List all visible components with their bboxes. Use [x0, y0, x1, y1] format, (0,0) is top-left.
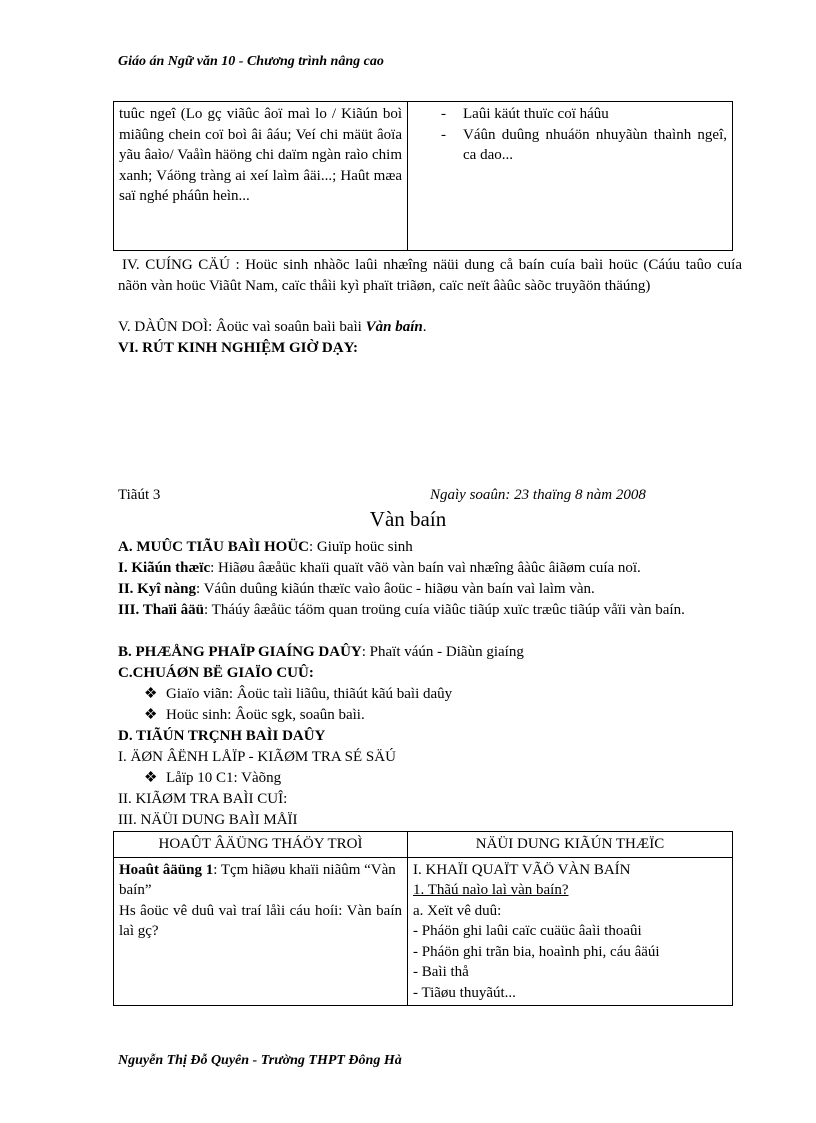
bullet-icon: ❖ — [144, 707, 158, 723]
attitude-line: III. Thaïi âäü: Tháúy âæåüc táöm quan troüng cuía viãûc tiãúp xuïc træûc tiãúp våïi vàn baín. — [118, 602, 685, 618]
content-line: - Baìi thå — [413, 964, 469, 980]
preparation-heading: C.CHUÁØN BË GIAÏO CUÛ: — [118, 665, 314, 681]
activity-title: Hoaût âäüng 1: Tçm hiãøu khaïi niãûm “Vàn baín” — [119, 861, 396, 898]
procedure-heading: D. TIÃÚN TRÇNH BAÌI DAÛY — [118, 728, 326, 744]
section-iv-text: IV. CUÍNG CÄÚ : Hoüc sinh nhàõc laûi nhæîng näüi dung cå baín cuía baìi hoüc (Cáúu taûo cuía nãön vàn hoüc Viãût Nam, caïc thåìi kyì phaït triãøn, caïc neït âàûc sàõc truyãön thäúng) — [118, 257, 742, 294]
procedure-step-1: I. ÄØN ÂËNH LÅÏP - KIÃØM TRA SÉ SÄÚ — [118, 749, 396, 765]
procedure-step-3: III. NÄÜI DUNG BAÌI MÅÏI — [118, 812, 298, 828]
bullet-icon: ❖ — [144, 686, 158, 702]
objective-heading: A. MUÛC TIÃU BAÌI HOÜC: Giuïp hoüc sinh — [118, 539, 413, 555]
list-item: - Váûn duûng nhuáön nhuyãùn thaình ngeî, ca dao... — [441, 126, 727, 163]
continuation-left-cell — [114, 102, 408, 251]
page-footer: Nguyễn Thị Đỗ Quyên - Trường THPT Đông Hà — [118, 1053, 402, 1068]
table-header-activity: HOAÛT ÂÄÜNG THÁÖY TROÌ — [114, 832, 408, 858]
lesson-title: Vàn baín — [369, 507, 447, 531]
bullet-icon: ❖ — [144, 770, 158, 786]
content-subheading: 1. Thãú naìo laì vàn baín? — [413, 882, 569, 898]
page-header: Giáo án Ngữ văn 10 - Chương trình nâng cao — [118, 54, 384, 69]
list-item: ❖ Hoüc sinh: Âoüc sgk, soaûn baìi. — [118, 705, 768, 726]
section-vi-heading: VI. RÚT KINH NGHIỆM GIỜ DẠY: — [118, 340, 359, 356]
table-header-content: NÄÜI DUNG KIÃÚN THÆÏC — [408, 832, 733, 858]
procedure-step-2: II. KIÃØM TRA BAÌI CUÎ: — [118, 791, 288, 807]
continuation-right-cell — [408, 102, 733, 251]
content-heading: I. KHAÏI QUAÏT VÃÖ VÀN BAÍN — [413, 861, 631, 878]
list-item: - Laûi käút thuïc coï háûu — [441, 106, 609, 122]
lesson-number: Tiãút 3 — [118, 487, 161, 503]
continuation-left-text: tuûc ngeî (Lo gç viãûc âoï maì lo / Kiãún boì miãûng chein coï boì âi âáu; Veí chi mäüt âoïa yãu âaìo/ Vaåìn häöng chi daïm ngàn raìo chim xanh; Váöng tràng ai xeí laìm âäi...; Haût mæa saï nghé pháûn heìn... — [119, 106, 402, 204]
activity-question: Hs âoüc vê duû vaì traí låìi cáu hoíi: Vàn baín laì gç? — [119, 902, 402, 939]
lesson-activity-table — [113, 831, 733, 1006]
content-cell — [408, 857, 733, 1006]
continuation-right-list — [413, 104, 727, 166]
list-item: ❖ Giaïo viãn: Âoüc taìi liãûu, thiãút kãú baìi daûy — [118, 684, 768, 705]
content-line: - Pháön ghi trãn bia, hoaình phi, cáu âäúi — [413, 943, 660, 960]
continuation-table — [113, 101, 733, 251]
list-item: ❖ Låïp 10 C1: Vàõng — [118, 768, 768, 789]
content-line: a. Xeït vê duû: — [413, 902, 502, 919]
content-line: - Pháön ghi laûi caïc cuäüc âaìi thoaûi — [413, 923, 642, 939]
section-v-text: V. DÀÛN DOÌ: Âoüc vaì soaûn baìi baìi Vàn baín. — [118, 319, 427, 335]
skill-line: II. Kyî nàng: Váûn duûng kiãún thæïc vaìo âoüc - hiãøu vàn baín vaì laìm vàn. — [118, 581, 595, 597]
activity-cell — [114, 857, 408, 1006]
lesson-date: Ngaìy soaûn: 23 thaïng 8 nàm 2008 — [430, 487, 646, 503]
method-line: B. PHÆÅNG PHAÏP GIAÍNG DAÛY: Phaït váún - Diãùn giaíng — [118, 644, 524, 660]
knowledge-line: I. Kiãún thæïc: Hiãøu âæåüc khaïi quaït vãö vàn baín vaì nhæîng âàûc âiãøm cuía noï. — [118, 560, 641, 576]
content-line: - Tiãøu thuyãút... — [413, 984, 516, 1001]
